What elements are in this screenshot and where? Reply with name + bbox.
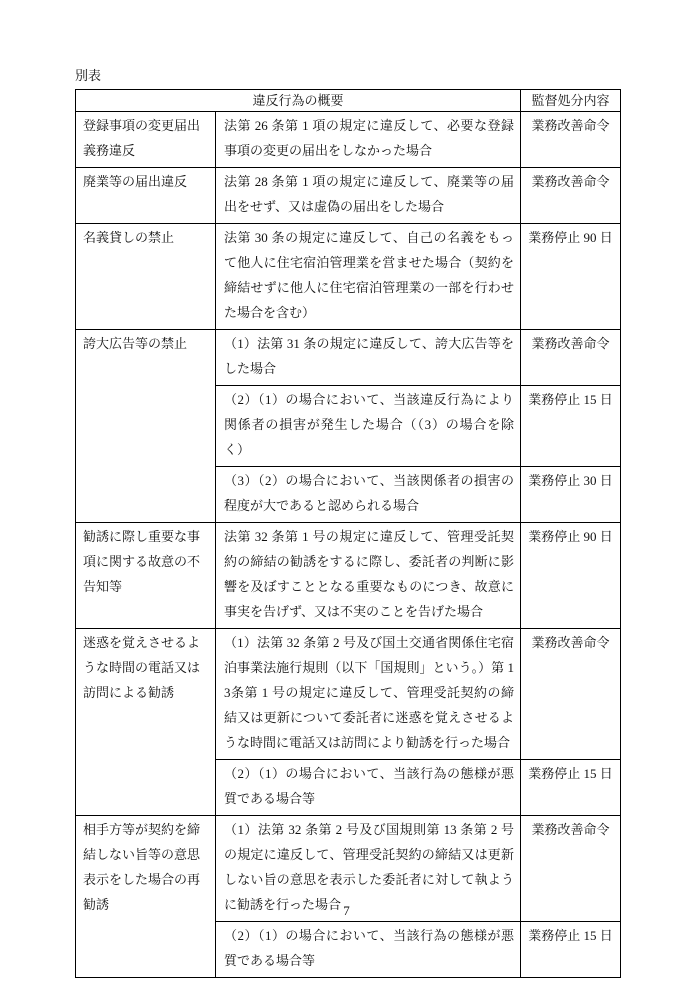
disposition-cell: 業務停止 15 日	[521, 922, 621, 978]
category-cell: 迷惑を覚えさせるような時間の電話又は訪問による勧誘	[76, 629, 216, 816]
description-cell: 法第 28 条第 1 項の規定に違反して、廃業等の届出をせず、又は虚偽の届出をした場合	[216, 168, 521, 224]
category-cell: 廃業等の届出違反	[76, 168, 216, 224]
disposition-cell: 業務停止 15 日	[521, 386, 621, 467]
violation-table	[75, 89, 621, 978]
table-row	[76, 330, 621, 386]
category-cell: 名義貸しの禁止	[76, 224, 216, 330]
disposition-cell: 業務停止 90 日	[521, 523, 621, 629]
table-row	[76, 168, 621, 224]
description-cell: （1）法第 32 条第 2 号及び国土交通省関係住宅宿泊事業法施行規則（以下「国規則」という。）第 13条第 1 号の規定に違反して、管理受託契約の締結又は更新について委託者に迷惑を覚えさせるような時間に電話又は訪問により勧誘を行った場合	[216, 629, 521, 760]
category-cell: 登録事項の変更届出義務違反	[76, 112, 216, 168]
header-row	[76, 90, 621, 112]
disposition-cell: 業務停止 30 日	[521, 467, 621, 523]
disposition-cell: 業務改善命令	[521, 112, 621, 168]
description-cell: 法第 26 条第 1 項の規定に違反して、必要な登録事項の変更の届出をしなかった場合	[216, 112, 521, 168]
description-cell: 法第 32 条第 1 号の規定に違反して、管理受託契約の締結の勧誘をするに際し、委託者の判断に影響を及ぼすこととなる重要なものにつき、故意に事実を告げず、又は不実のことを告げた場合	[216, 523, 521, 629]
table-row	[76, 523, 621, 629]
header-disposition: 監督処分内容	[521, 90, 621, 112]
table-label: 別表	[75, 68, 102, 83]
disposition-cell: 業務改善命令	[521, 168, 621, 224]
table-row	[76, 112, 621, 168]
description-cell: 法第 30 条の規定に違反して、自己の名義をもって他人に住宅宿泊管理業を営ませた場合（契約を締結せずに他人に住宅宿泊管理業の一部を行わせた場合を含む）	[216, 224, 521, 330]
disposition-cell: 業務改善命令	[521, 629, 621, 760]
category-cell: 誇大広告等の禁止	[76, 330, 216, 523]
table-row	[76, 224, 621, 330]
description-cell: （2）（1）の場合において、当該違反行為により関係者の損害が発生した場合（（3）の場合を除く）	[216, 386, 521, 467]
table-row	[76, 629, 621, 760]
category-cell: 勧誘に際し重要な事項に関する故意の不告知等	[76, 523, 216, 629]
description-cell: （1）法第 32 条第 2 号及び国規則第 13 条第 2 号の規定に違反して、管理受託契約の締結又は更新しない旨の意思を表示した委託者に対して執ように勧誘を行った場合	[216, 816, 521, 922]
disposition-cell: 業務改善命令	[521, 816, 621, 922]
disposition-cell: 業務改善命令	[521, 330, 621, 386]
description-cell: （1）法第 31 条の規定に違反して、誇大広告等をした場合	[216, 330, 521, 386]
category-cell: 相手方等が契約を締結しない旨等の意思表示をした場合の再勧誘	[76, 816, 216, 978]
page-number: 7	[343, 903, 350, 918]
header-overview: 違反行為の概要	[76, 90, 521, 112]
description-cell: （2）（1）の場合において、当該行為の態様が悪質である場合等	[216, 922, 521, 978]
description-cell: （3）（2）の場合において、当該関係者の損害の程度が大であると認められる場合	[216, 467, 521, 523]
disposition-cell: 業務停止 15 日	[521, 760, 621, 816]
description-cell: （2）（1）の場合において、当該行為の態様が悪質である場合等	[216, 760, 521, 816]
disposition-cell: 業務停止 90 日	[521, 224, 621, 330]
